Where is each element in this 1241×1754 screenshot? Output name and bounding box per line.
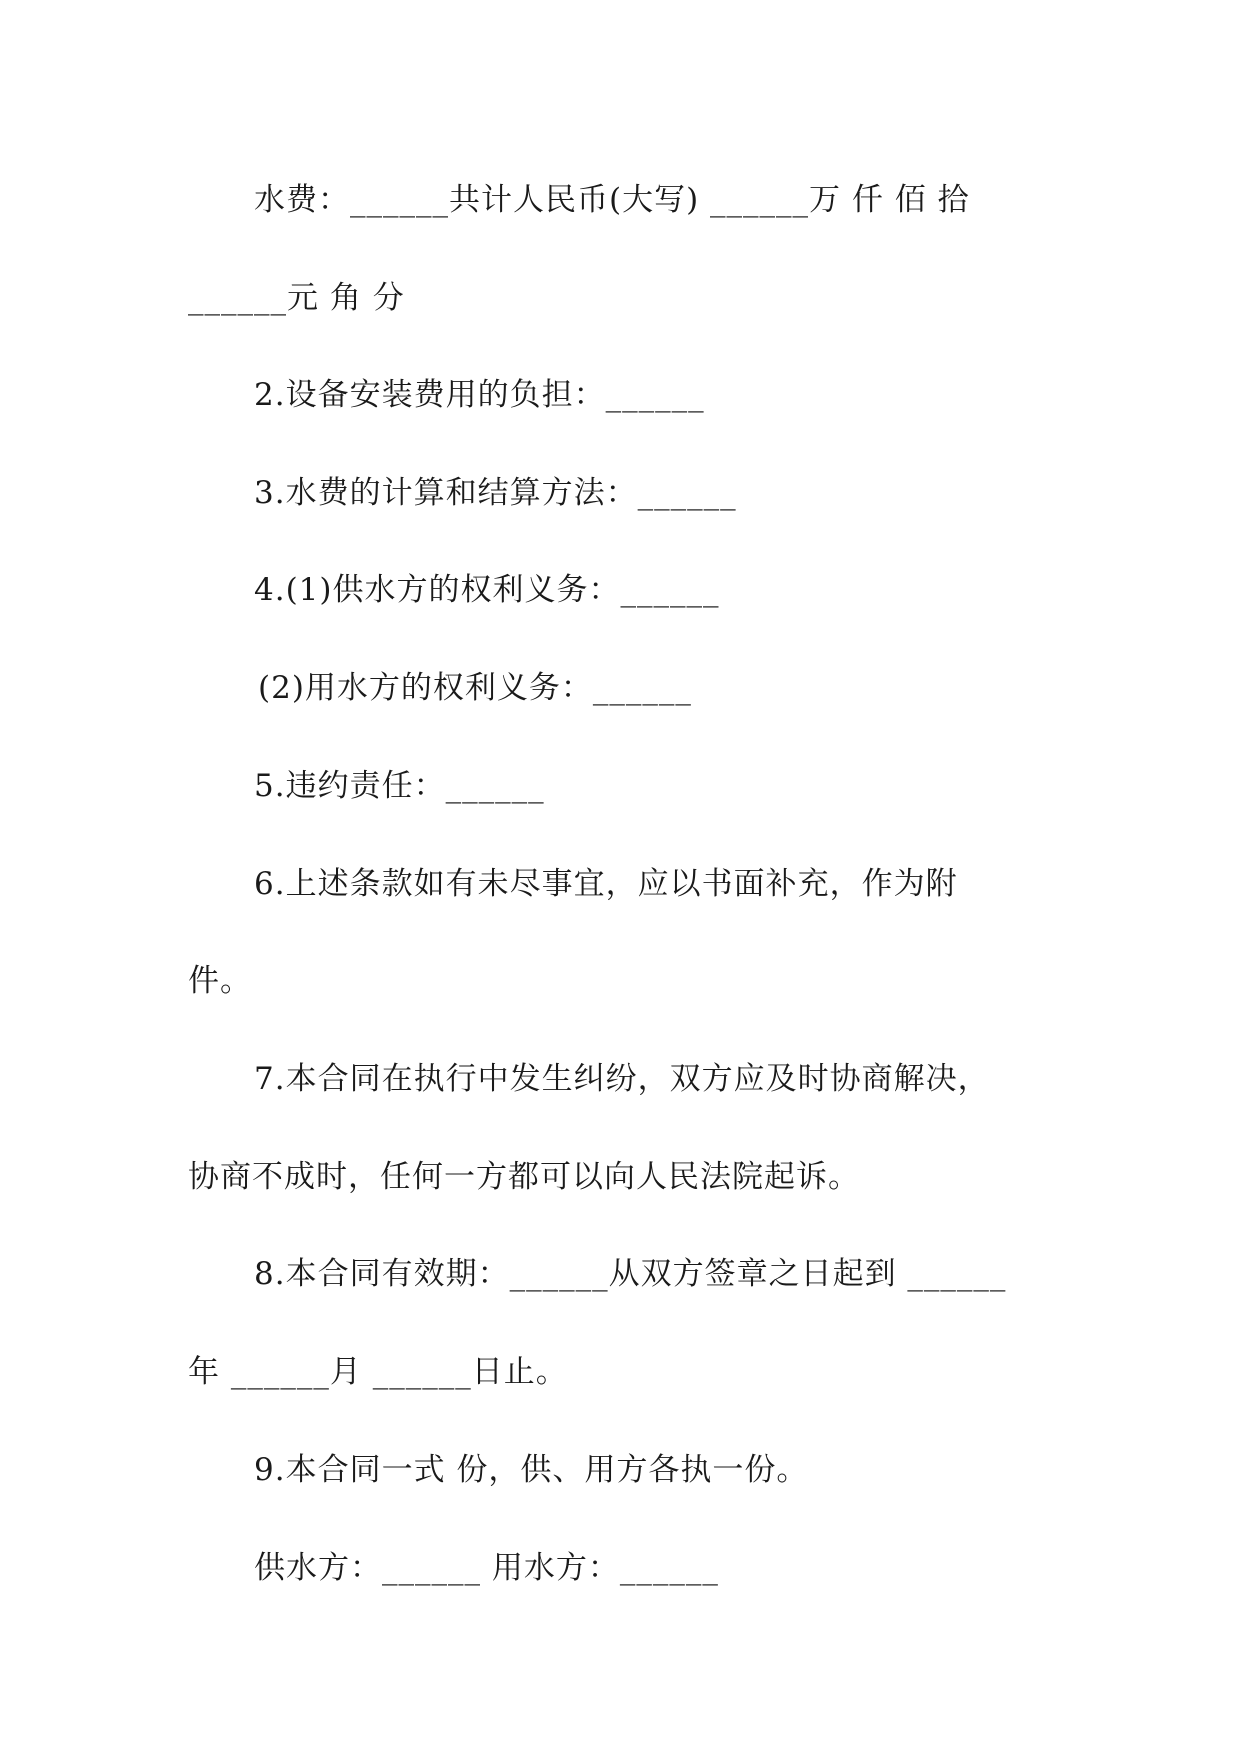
clause-5-liability: 5.违约责任：______: [254, 768, 545, 804]
clause-4-1-supplier-rights: 4.(1)供水方的权利义务：______: [254, 572, 720, 608]
water-fee-amount-cont: ______元 角 分: [188, 280, 405, 316]
signature-parties-line: 供水方：______ 用水方：______: [254, 1550, 719, 1586]
water-fee-line: 水费：______共计人民币(大写) ______万 仟 佰 拾: [254, 182, 970, 218]
clause-6-supplement: 6.上述条款如有未尽事宜，应以书面补充，作为附: [254, 866, 958, 902]
clause-6-supplement-cont: 件。: [188, 963, 252, 999]
clause-8-validity: 8.本合同有效期：______从双方签章之日起到 ______: [254, 1256, 1007, 1292]
clause-2-installation-fee: 2.设备安装费用的负担：______: [254, 377, 705, 413]
clause-3-fee-calculation: 3.水费的计算和结算方法：______: [254, 475, 737, 511]
clause-9-copies: 9.本合同一式 份，供、用方各执一份。: [254, 1452, 809, 1488]
clause-4-2-user-rights: (2)用水方的权利义务：______: [258, 670, 692, 706]
clause-7-disputes: 7.本合同在执行中发生纠纷，双方应及时协商解决，: [254, 1061, 990, 1097]
clause-7-disputes-cont: 协商不成时，任何一方都可以向人民法院起诉。: [188, 1159, 860, 1195]
clause-8-validity-cont: 年 ______月 ______日止。: [188, 1354, 568, 1390]
